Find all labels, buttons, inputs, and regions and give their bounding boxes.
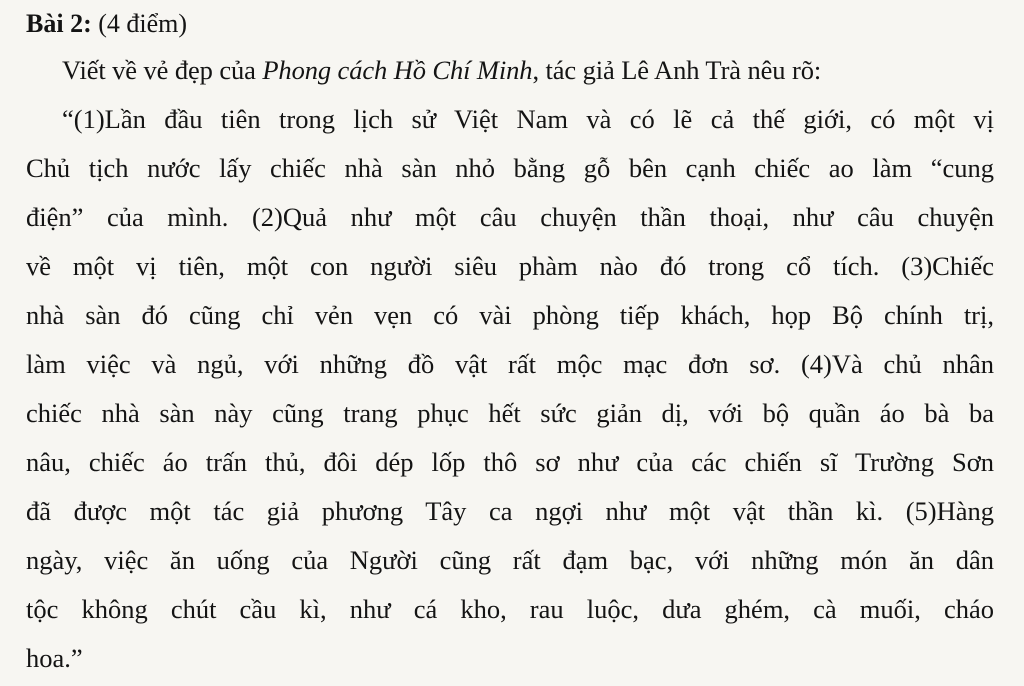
quote-line: nhà sàn đó cũng chỉ vẻn vẹn có vài phòng tiếp khách, họp Bộ chính trị, <box>26 300 994 330</box>
exercise-label: Bài 2: <box>26 9 92 38</box>
quote-line: Chủ tịch nước lấy chiếc nhà sàn nhỏ bằng gỗ bên cạnh chiếc ao làm “cung <box>26 153 994 183</box>
quote-line: điện” của mình. (2)Quả như một câu chuyện thần thoại, như câu chuyện <box>26 202 994 232</box>
quote-line: ngày, việc ăn uống của Người cũng rất đạm bạc, với những món ăn dân <box>26 545 994 575</box>
quote-line: “(1)Lần đầu tiên trong lịch sử Việt Nam và có lẽ cả thế giới, có một vị <box>62 104 994 134</box>
exercise-points: (4 điểm) <box>98 9 188 38</box>
intro-before: Viết về vẻ đẹp của <box>62 55 263 85</box>
intro-after: , tác giả Lê Anh Trà nêu rõ: <box>532 55 822 85</box>
quote-line: tộc không chút cầu kì, như cá kho, rau luộc, dưa ghém, cà muối, cháo <box>26 594 994 624</box>
quote-line: làm việc và ngủ, với những đồ vật rất mộc mạc đơn sơ. (4)Và chủ nhân <box>26 349 994 379</box>
quote-line: nâu, chiếc áo trấn thủ, đôi dép lốp thô sơ như của các chiến sĩ Trường Sơn <box>26 447 994 477</box>
quote-line: đã được một tác giả phương Tây ca ngợi như một vật thần kì. (5)Hàng <box>26 496 994 526</box>
work-title: Phong cách Hồ Chí Minh <box>262 55 533 85</box>
intro-sentence <box>26 46 994 95</box>
quote-line: hoa.” <box>26 643 83 673</box>
quote-line: chiếc nhà sàn này cũng trang phục hết sức giản dị, với bộ quần áo bà ba <box>26 398 994 428</box>
quote-line: về một vị tiên, một con người siêu phàm nào đó trong cổ tích. (3)Chiếc <box>26 251 994 281</box>
exercise-heading <box>26 2 994 46</box>
